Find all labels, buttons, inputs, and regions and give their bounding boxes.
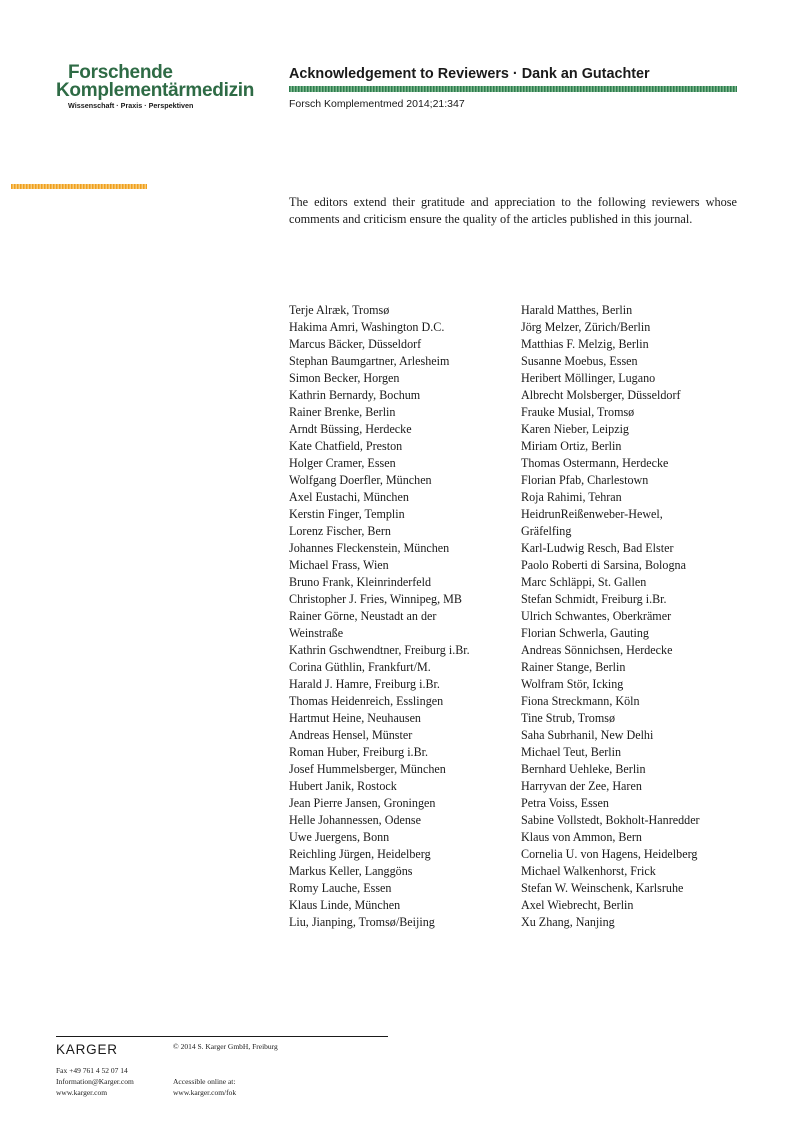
reviewer-entry: Lorenz Fischer, Bern (289, 524, 391, 538)
reviewer-entry: Roman Huber, Freiburg i.Br. (289, 745, 429, 759)
reviewer-entry: Thomas Heidenreich, Esslingen (289, 694, 444, 708)
publisher-logo: KARGER (56, 1042, 118, 1057)
footer-contact (56, 1065, 134, 1098)
reviewer-entry: Corina Güthlin, Frankfurt/M. (289, 660, 431, 674)
reviewer-entry: Andreas Hensel, Münster (289, 728, 413, 742)
reviewer-entry: Helle Johannessen, Odense (289, 813, 421, 827)
footer-website[interactable]: www.karger.com (56, 1088, 108, 1097)
footer-divider (56, 1036, 388, 1037)
reviewer-entry: Holger Cramer, Essen (289, 456, 396, 470)
reviewer-entry: Kate Chatfield, Preston (289, 439, 403, 453)
page-title: Acknowledgement to Reviewers · Dank an Gutachter (289, 66, 650, 82)
reviewer-entry: Terje Alræk, Tromsø (289, 303, 390, 317)
reviewer-entry: Harryvan der Zee, Haren (521, 779, 642, 793)
reviewer-entry: HeidrunReißenweber-Hewel, (521, 507, 663, 521)
reviewer-entry: Stephan Baumgartner, Arlesheim (289, 354, 450, 368)
reviewer-entry: Weinstraße (289, 626, 344, 640)
reviewer-entry: Wolfgang Doerfler, München (289, 473, 432, 487)
reviewer-entry: Markus Keller, Langgöns (289, 864, 413, 878)
footer-access (173, 1076, 236, 1098)
reviewer-entry: Liu, Jianping, Tromsø/Beijing (289, 915, 435, 929)
reviewer-entry: Christopher J. Fries, Winnipeg, MB (289, 592, 462, 606)
reviewer-list-right (521, 302, 700, 931)
reviewer-entry: Klaus von Ammon, Bern (521, 830, 642, 844)
reviewer-entry: Miriam Ortiz, Berlin (521, 439, 622, 453)
reviewer-entry: Bruno Frank, Kleinrinderfeld (289, 575, 432, 589)
reviewer-entry: Petra Voiss, Essen (521, 796, 609, 810)
reviewer-entry: Rainer Brenke, Berlin (289, 405, 396, 419)
reviewer-entry: Johannes Fleckenstein, München (289, 541, 450, 555)
journal-tagline: Wissenschaft · Praxis · Perspektiven (68, 101, 194, 110)
reviewer-entry: Stefan W. Weinschenk, Karlsruhe (521, 881, 684, 895)
reviewer-entry: Cornelia U. von Hagens, Heidelberg (521, 847, 698, 861)
reviewer-entry: Hartmut Heine, Neuhausen (289, 711, 421, 725)
reviewer-entry: Romy Lauche, Essen (289, 881, 392, 895)
reviewer-entry: Frauke Musial, Tromsø (521, 405, 635, 419)
reviewer-entry: Ulrich Schwantes, Oberkrämer (521, 609, 672, 623)
reviewer-entry: Fiona Streckmann, Köln (521, 694, 640, 708)
reviewer-entry: Thomas Ostermann, Herdecke (521, 456, 669, 470)
reviewer-entry: Hubert Janik, Rostock (289, 779, 397, 793)
reviewer-entry: Uwe Juergens, Bonn (289, 830, 390, 844)
reviewer-entry: Gräfelfing (521, 524, 572, 538)
reviewer-entry: Rainer Stange, Berlin (521, 660, 626, 674)
reviewer-entry: Bernhard Uehleke, Berlin (521, 762, 646, 776)
reviewer-entry: Michael Teut, Berlin (521, 745, 622, 759)
reviewer-entry: Axel Eustachi, München (289, 490, 409, 504)
reviewer-entry: Xu Zhang, Nanjing (521, 915, 615, 929)
reviewer-entry: Stefan Schmidt, Freiburg i.Br. (521, 592, 667, 606)
reviewer-entry: Roja Rahimi, Tehran (521, 490, 622, 504)
footer-email[interactable]: Information@Karger.com (56, 1077, 134, 1086)
reviewer-entry: Albrecht Molsberger, Düsseldorf (521, 388, 681, 402)
reviewer-entry: Saha Subrhanil, New Delhi (521, 728, 654, 742)
reviewer-entry: Michael Walkenhorst, Frick (521, 864, 656, 878)
reviewer-entry: Jean Pierre Jansen, Groningen (289, 796, 436, 810)
reviewer-entry: Florian Schwerla, Gauting (521, 626, 649, 640)
reviewer-entry: Rainer Görne, Neustadt an der (289, 609, 437, 623)
reviewer-entry: Jörg Melzer, Zürich/Berlin (521, 320, 651, 334)
reviewer-entry: Florian Pfab, Charlestown (521, 473, 649, 487)
reviewer-entry: Andreas Sönnichsen, Herdecke (521, 643, 673, 657)
reviewer-entry: Matthias F. Melzig, Berlin (521, 337, 649, 351)
reviewer-entry: Wolfram Stör, Icking (521, 677, 624, 691)
journal-logo (56, 64, 254, 111)
reviewer-entry: Klaus Linde, München (289, 898, 401, 912)
reviewer-entry: Marcus Bäcker, Düsseldorf (289, 337, 422, 351)
reviewer-entry: Kathrin Bernardy, Bochum (289, 388, 421, 402)
reviewer-entry: Harald J. Hamre, Freiburg i.Br. (289, 677, 440, 691)
copyright: © 2014 S. Karger GmbH, Freiburg (173, 1042, 278, 1051)
reviewer-entry: Arndt Büssing, Herdecke (289, 422, 412, 436)
journal-name-line2: Komplementärmedizin (56, 80, 255, 101)
reviewer-entry: Karl-Ludwig Resch, Bad Elster (521, 541, 674, 555)
reviewer-entry: Heribert Möllinger, Lugano (521, 371, 656, 385)
reviewer-entry: Simon Becker, Horgen (289, 371, 400, 385)
reviewer-entry: Sabine Vollstedt, Bokholt-Hanredder (521, 813, 700, 827)
reviewer-entry: Susanne Moebus, Essen (521, 354, 638, 368)
accent-bar (11, 184, 147, 189)
reviewer-entry: Michael Frass, Wien (289, 558, 389, 572)
reviewer-list-left (289, 302, 470, 931)
reviewer-entry: Karen Nieber, Leipzig (521, 422, 629, 436)
reviewer-entry: Marc Schläppi, St. Gallen (521, 575, 647, 589)
reviewer-entry: Hakima Amri, Washington D.C. (289, 320, 445, 334)
journal-name-line1: Forschende (68, 62, 173, 83)
accessible-label: Accessible online at: (173, 1077, 236, 1086)
reviewer-entry: Josef Hummelsberger, München (289, 762, 446, 776)
reviewer-entry: Harald Matthes, Berlin (521, 303, 633, 317)
accessible-url[interactable]: www.karger.com/fok (173, 1088, 237, 1097)
reviewer-entry: Axel Wiebrecht, Berlin (521, 898, 634, 912)
header-divider (289, 86, 737, 92)
footer-fax: Fax +49 761 4 52 07 14 (56, 1066, 128, 1075)
reviewer-entry: Kathrin Gschwendtner, Freiburg i.Br. (289, 643, 470, 657)
intro-paragraph: The editors extend their gratitude and appreciation to the following reviewers whose comments and criticism ensure the quality of the articles published in this journal. (289, 195, 737, 227)
reviewer-entry: Paolo Roberti di Sarsina, Bologna (521, 558, 686, 572)
reviewer-entry: Kerstin Finger, Templin (289, 507, 405, 521)
reviewer-entry: Tine Strub, Tromsø (521, 711, 615, 725)
reviewer-entry: Reichling Jürgen, Heidelberg (289, 847, 431, 861)
citation: Forsch Komplementmed 2014;21:347 (289, 98, 465, 110)
